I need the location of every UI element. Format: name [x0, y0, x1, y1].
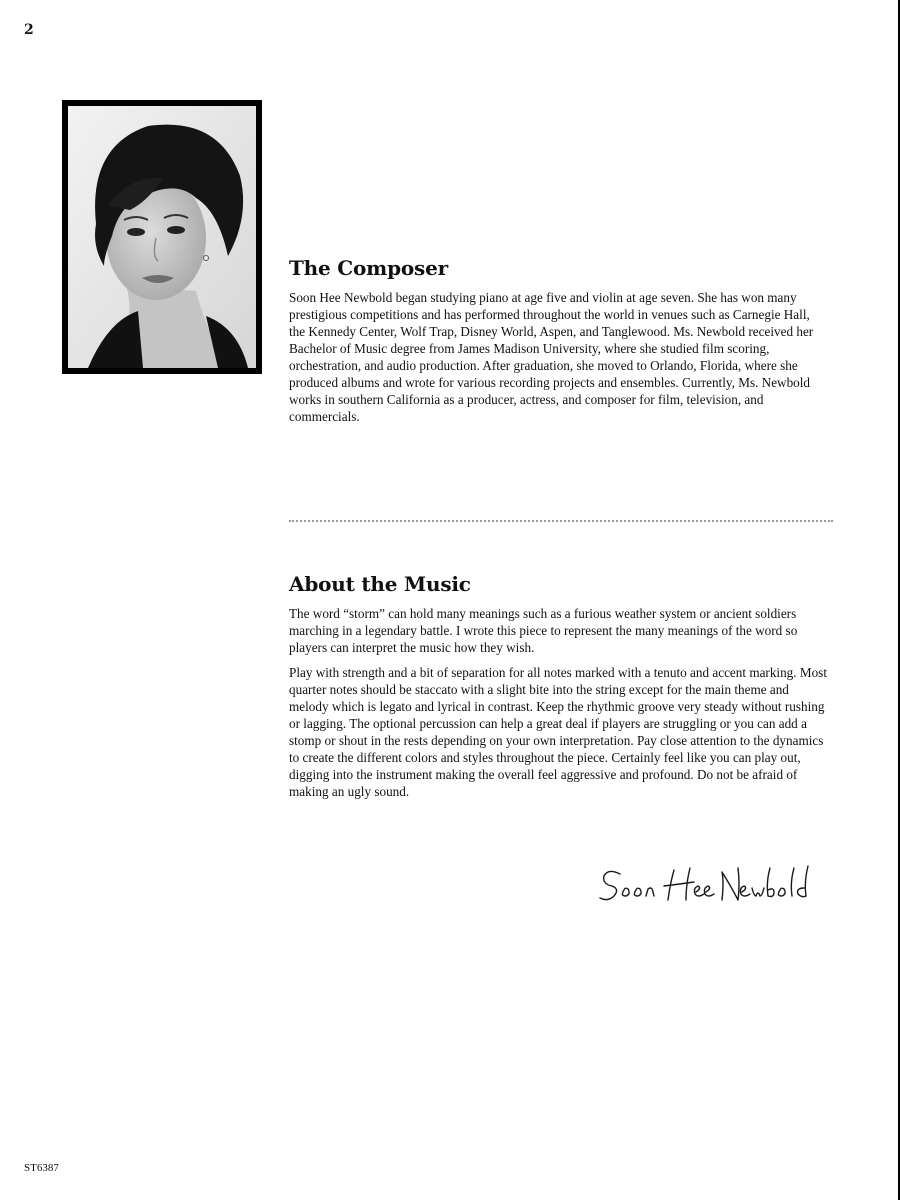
music-paragraph: Play with strength and a bit of separation for all notes marked with a tenuto and accent marking. Most quarter notes should be staccato with a slight bite into the string except for the main theme and melody which is legato and lyrical in contrast. Keep the rhythmic groove very steady without rushing or lagging. The optional percussion can help a great deal if players are struggling or you can add a stomp or shout in the rests depending on your own interpretation. Pay close attention to the dynamics to create the different colors and styles throughout the piece. Certainly feel like you can play out, digging into the instrument making the overall feel aggressive and profound. Do not be afraid of making an ugly sound. [289, 665, 827, 799]
catalog-code: ST6387 [24, 1162, 59, 1174]
composer-heading: The Composer [289, 256, 448, 280]
composer-signature [598, 862, 820, 910]
music-paragraph: The word “storm” can hold many meanings such as a furious weather system or ancient soldiers marching in a legendary battle. I wrote this piece to represent the many meanings of the word so players can interpret the music how they wish. [289, 606, 798, 655]
portrait-image [68, 106, 256, 368]
page-number: 2 [24, 22, 34, 38]
music-heading: About the Music [289, 572, 471, 596]
composer-bio: Soon Hee Newbold began studying piano at age five and violin at age seven. She has won many prestigious competitions and has performed throughout the world in venues such as Carnegie Hall, the Kennedy Center, Wolf Trap, Disney World, Aspen, and Tanglewood. Ms. Newbold received her Bachelor of Music degree from James Madison University, where she studied film scoring, orchestration, and audio production. After graduation, she moved to Orlando, Florida, where she produced albums and wrote for various recording projects and ensembles. Currently, Ms. Newbold works in southern California as a producer, actress, and composer for film, television, and commercials. [289, 290, 814, 424]
section-divider [289, 520, 833, 522]
composer-photo [62, 100, 262, 374]
